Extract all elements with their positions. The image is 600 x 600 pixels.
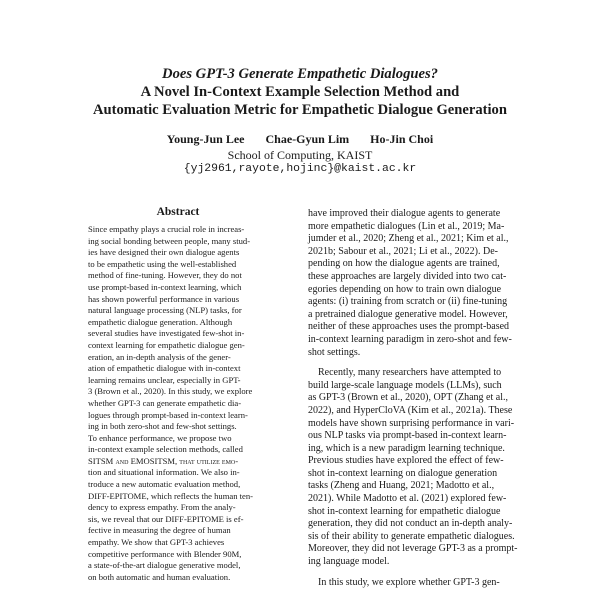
author-name: Ho-Jin Choi bbox=[370, 132, 434, 146]
abstract-line: eration, an in-depth analysis of the gener- bbox=[88, 351, 231, 362]
body-line: tasks (Zheng and Huang, 2021; Madotto et al., bbox=[308, 480, 495, 492]
body-line: Moreover, they did not leverage GPT-3 as a prompt- bbox=[308, 543, 518, 555]
author-name: Chae-Gyun Lim bbox=[265, 132, 350, 146]
abstract-line: logues through prompt-based in-context learn- bbox=[88, 409, 248, 420]
body-line: build large-scale language models (LLMs), such bbox=[308, 379, 502, 391]
affiliation: School of Computing, KAIST bbox=[227, 148, 373, 162]
body-line: shot settings. bbox=[308, 346, 361, 358]
author-list bbox=[0, 132, 600, 147]
body-line: 2022), and HyperCloVA (Kim et al., 2021a). These bbox=[308, 404, 513, 416]
author-emails: {yj2961,rayote,hojinc}@kaist.ac.kr bbox=[183, 163, 417, 175]
body-line: as GPT-3 (Brown et al., 2020), OPT (Zhang et al., bbox=[308, 392, 508, 404]
body-line: 2021b; Sabour et al., 2021; Li et al., 2022). De- bbox=[308, 245, 498, 257]
body-line: agents: (i) training from scratch or (ii) fine-tuning bbox=[308, 296, 508, 308]
paper-title-line-3: Automatic Evaluation Metric for Empathetic Dialogue Generation bbox=[93, 102, 507, 118]
body-line: ing language model. bbox=[308, 556, 390, 568]
abstract-line: to be empathetic using the well-established bbox=[88, 258, 237, 269]
body-line: a pretrained dialogue generative model. However, bbox=[308, 308, 508, 320]
paper-title-line-2: A Novel In-Context Example Selection Method and bbox=[140, 84, 460, 100]
intro-paragraph-1 bbox=[308, 208, 534, 359]
abstract-line: use prompt-based in-context learning, which bbox=[88, 281, 242, 292]
author-name: Young-Jun Lee bbox=[166, 132, 245, 146]
abstract-line: Since empathy plays a crucial role in increas- bbox=[88, 224, 245, 234]
abstract-line: troduce a new automatic evaluation method, bbox=[88, 479, 241, 490]
intro-column bbox=[308, 208, 534, 589]
abstract-line: sis, we reveal that our DIFF-EPITOME is ef- bbox=[88, 513, 244, 524]
body-line: jumder et al., 2020; Zheng et al., 2021; Kim et al., bbox=[308, 233, 509, 245]
body-line: models have shown surprising performance in vari- bbox=[308, 417, 515, 429]
abstract-line: ing in both zero-shot and few-shot settings. bbox=[88, 421, 237, 432]
body-line: these approaches are largely divided into two cat- bbox=[308, 270, 507, 282]
body-line: shot in-context learning for empathetic dialogue bbox=[308, 505, 501, 517]
abstract-heading: Abstract bbox=[156, 206, 200, 218]
body-line: sis of their ability to generate empathetic dialogues. bbox=[308, 530, 515, 542]
body-line: Previous studies have explored the effect of few- bbox=[308, 455, 504, 467]
abstract-line: To enhance performance, we propose two bbox=[88, 432, 232, 443]
body-line: in-context learning paradigm in zero-shot and few- bbox=[308, 333, 512, 345]
abstract-line: natural language processing (NLP) tasks, for bbox=[88, 305, 242, 316]
intro-paragraph-3-start: In this study, we explore whether GPT-3 gen- bbox=[318, 576, 500, 588]
body-line: have improved their dialogue agents to generate bbox=[308, 208, 501, 219]
body-line: shot in-context learning on dialogue generation bbox=[308, 467, 498, 479]
abstract-line: whether GPT-3 can generate empathetic dia- bbox=[88, 397, 242, 408]
body-line: Recently, many researchers have attempted to bbox=[318, 367, 502, 379]
abstract-line: competitive performance with Blender 90M, bbox=[88, 548, 242, 559]
abstract-line: learning remains unclear, especially in GPT- bbox=[88, 374, 241, 385]
abstract-line: empathetic dialogue generation. Although bbox=[88, 316, 233, 327]
body-line: more empathetic dialogues (Lin et al., 2019; Ma- bbox=[308, 220, 505, 232]
body-line: egories depending on how to train own dialogue bbox=[308, 283, 502, 295]
abstract-line: on both automatic and human evaluation. bbox=[88, 571, 231, 582]
abstract-line: fective in measuring the degree of human bbox=[88, 525, 231, 536]
abstract-line: empathy. We show that GPT-3 achieves bbox=[88, 537, 225, 548]
abstract-line: ies have designed their own dialogue agents bbox=[88, 247, 240, 258]
abstract-line: several studies have investigated few-shot in- bbox=[88, 328, 245, 339]
abstract-line: has shown powerful performance in various bbox=[88, 293, 240, 304]
abstract-line: 3 (Brown et al., 2020). In this study, we explore bbox=[88, 386, 253, 397]
abstract-line: ation of empathetic dialogue with in-context bbox=[88, 363, 241, 374]
paper-title-question: Does GPT-3 Generate Empathetic Dialogues? bbox=[162, 66, 438, 82]
body-line: generation, they did not conduct an in-depth analy- bbox=[308, 518, 513, 530]
abstract-line: ing social bonding between people, many stud- bbox=[88, 235, 251, 246]
abstract-line: context learning for empathetic dialogue gen- bbox=[88, 339, 245, 350]
abstract-line: method of fine-tuning. However, they do not bbox=[88, 270, 242, 281]
abstract-line: dency to express empathy. From the analy- bbox=[88, 502, 236, 513]
body-line: ous NLP tasks via prompt-based in-context learn- bbox=[308, 430, 507, 442]
abstract-line: in-context example selection methods, called bbox=[88, 444, 243, 455]
abstract-line: tion and situational information. We also in- bbox=[88, 467, 240, 478]
abstract-line: DIFF-EPITOME, which reflects the human ten- bbox=[88, 490, 253, 501]
body-line: neither of these approaches uses the prompt-based bbox=[308, 321, 510, 333]
abstract-line: a state-of-the-art dialogue generative model, bbox=[88, 560, 241, 571]
body-line: ing, which is a new paradigm learning technique. bbox=[308, 442, 505, 454]
body-line: 2021). While Madotto et al. (2021) explored few- bbox=[308, 493, 507, 505]
body-line: pending on how the dialogue agents are trained, bbox=[308, 258, 500, 270]
abstract-body bbox=[88, 224, 277, 583]
abstract-line: SITSM and EMOSITSM, that utilize emo- bbox=[88, 455, 239, 466]
intro-paragraph-2 bbox=[308, 367, 534, 569]
